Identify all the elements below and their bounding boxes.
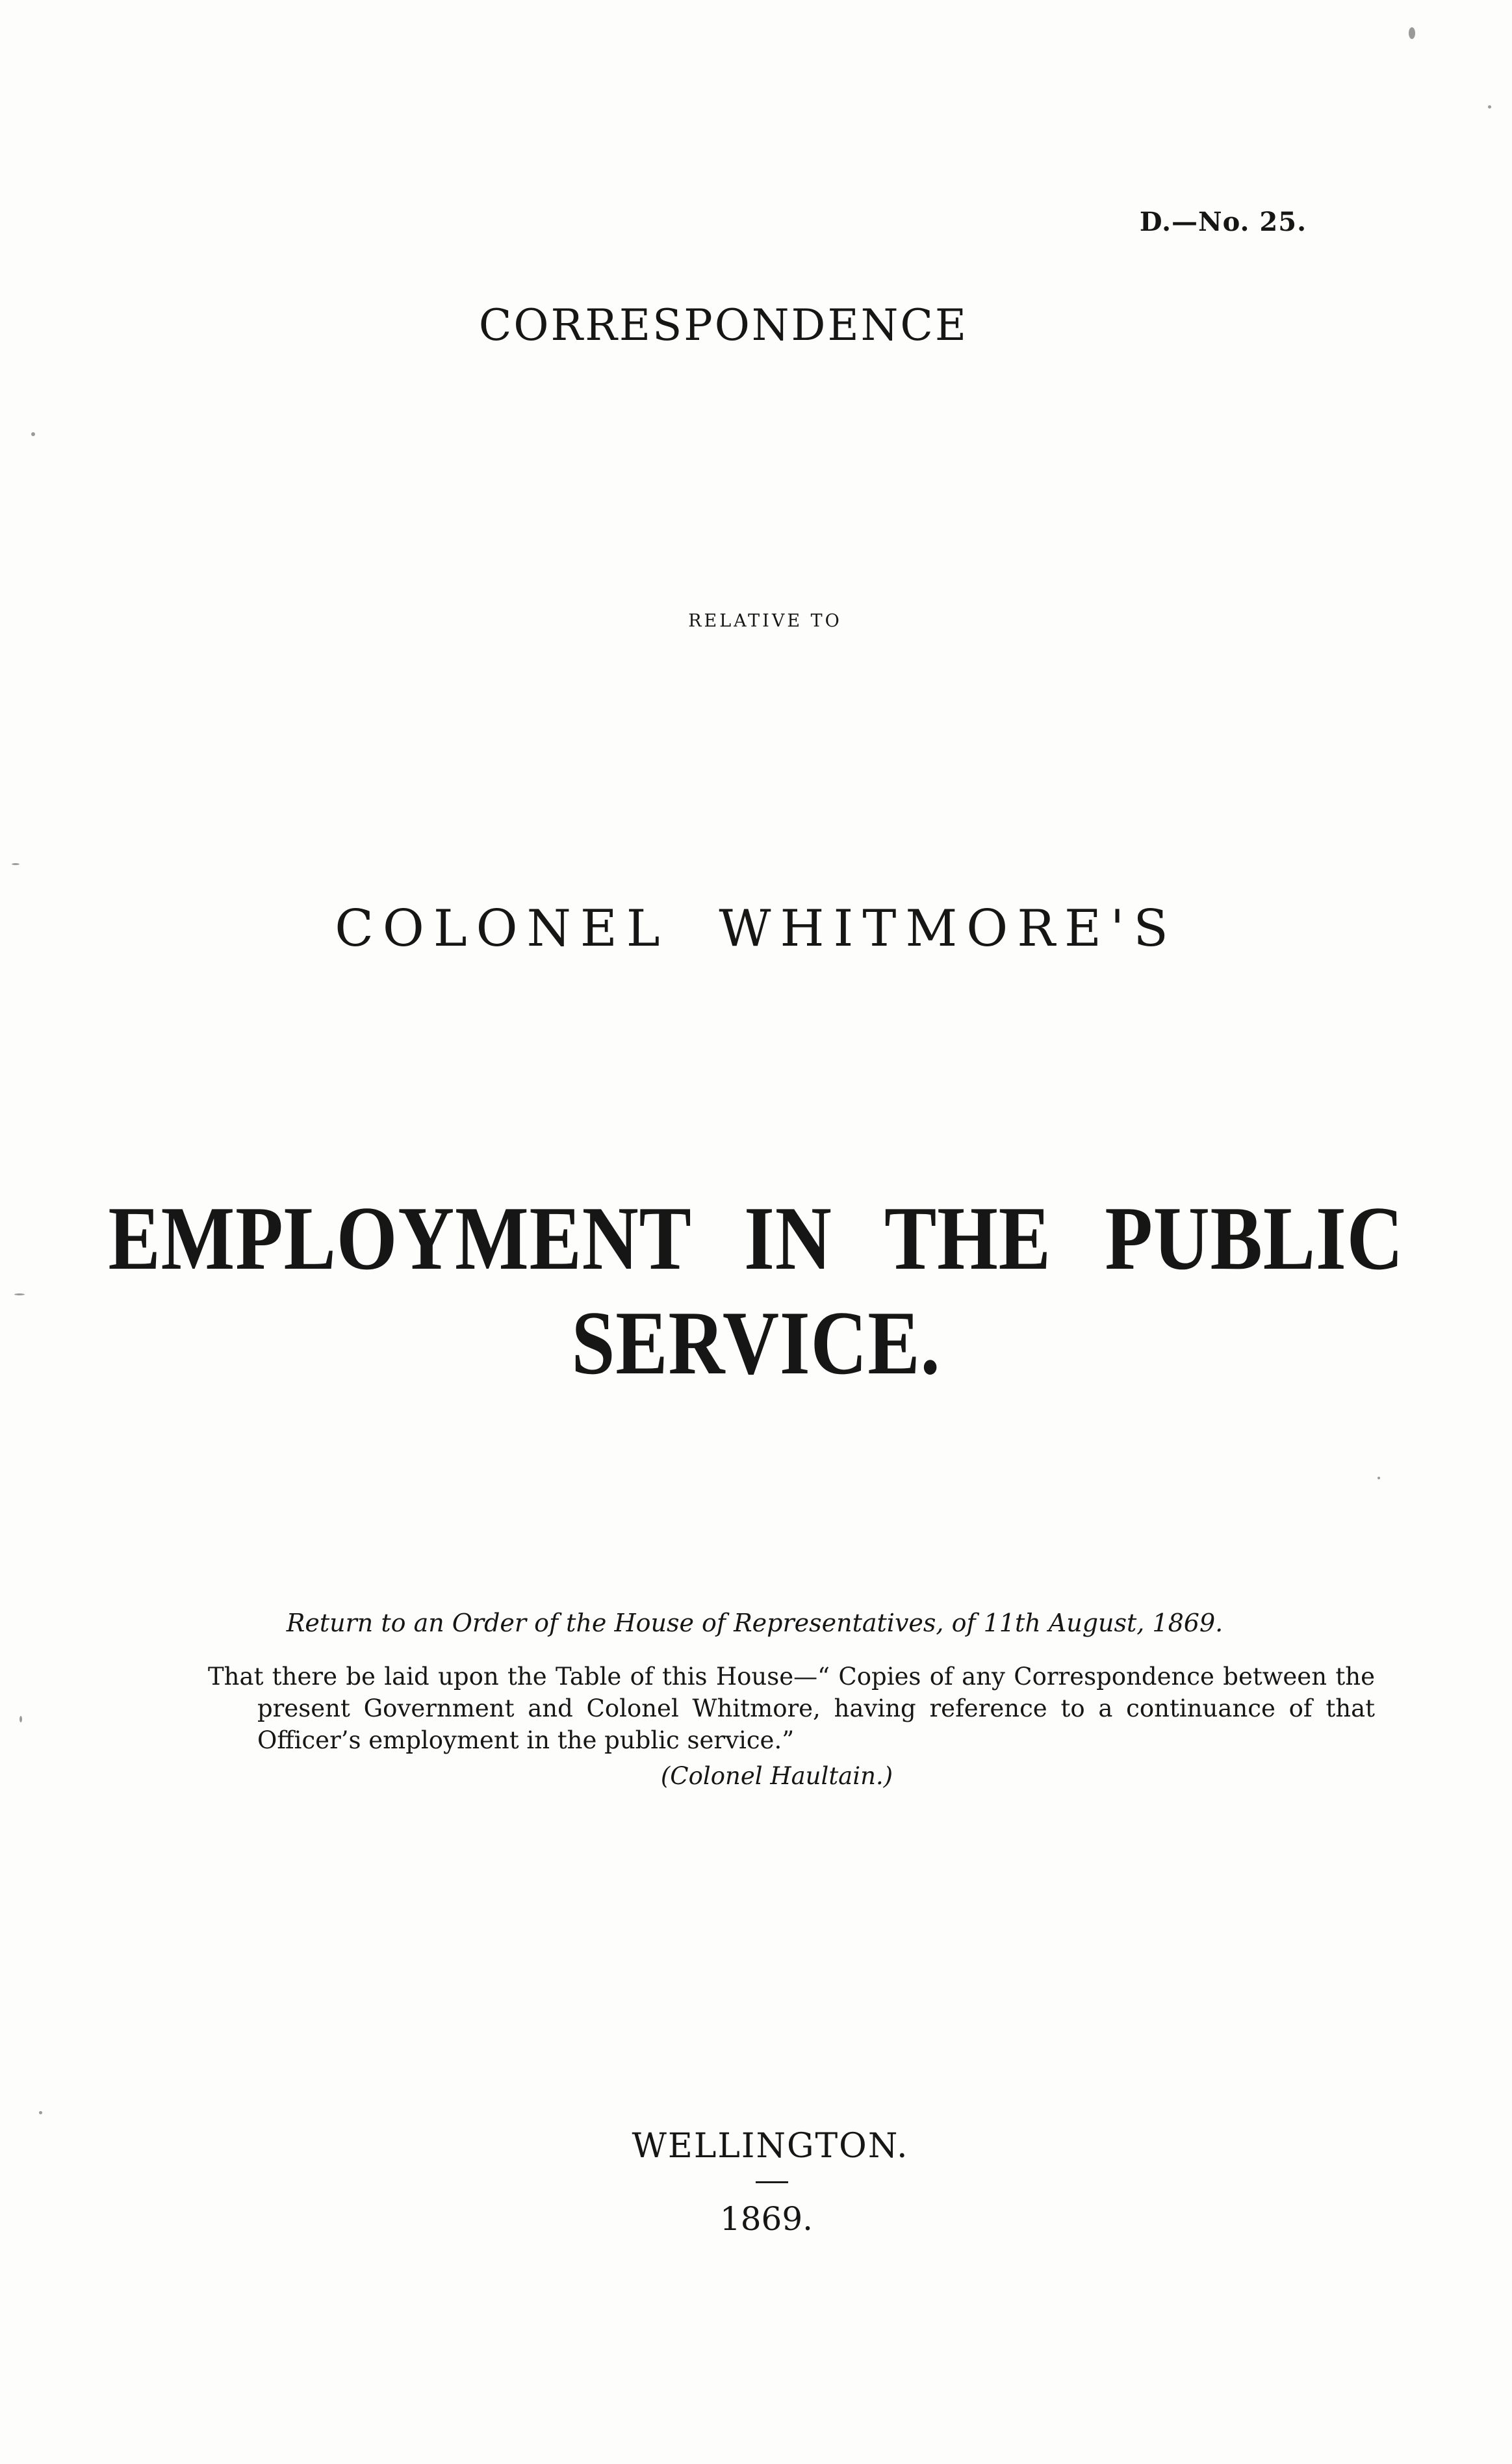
scan-speck [1377, 1477, 1380, 1479]
scan-speck [1409, 27, 1415, 39]
scan-speck [39, 2111, 42, 2114]
motion-paragraph: That there be laid upon the Table of this House—“ Copies of any Correspondence between the present Government and Colonel Whitmore, having reference to a continuance of that Officer’s employment in the public service.” [208, 1663, 1375, 1754]
scan-speck [12, 863, 19, 865]
imprint-year: 1869. [719, 2200, 814, 2238]
scan-speck [31, 432, 35, 436]
scan-speck [1488, 105, 1491, 109]
title-relative-to: RELATIVE TO [688, 611, 842, 631]
imprint-divider [756, 2181, 788, 2183]
title-subject-matter: EMPLOYMENT IN THE PUBLIC SERVICE. [108, 1188, 1404, 1394]
return-to-order-note: Return to an Order of the House of Representatives, of 11th August, 1869. [286, 1609, 1224, 1637]
imprint-place: WELLINGTON. [632, 2127, 909, 2166]
document-number: D.—No. 25. [1139, 207, 1307, 237]
scan-speck [19, 1716, 22, 1722]
title-subject-name: COLONEL WHITMORE'S [335, 900, 1177, 958]
scan-speck [14, 1293, 25, 1295]
motion-mover: (Colonel Haultain.) [660, 1762, 893, 1790]
title-correspondence: CORRESPONDENCE [478, 300, 969, 350]
